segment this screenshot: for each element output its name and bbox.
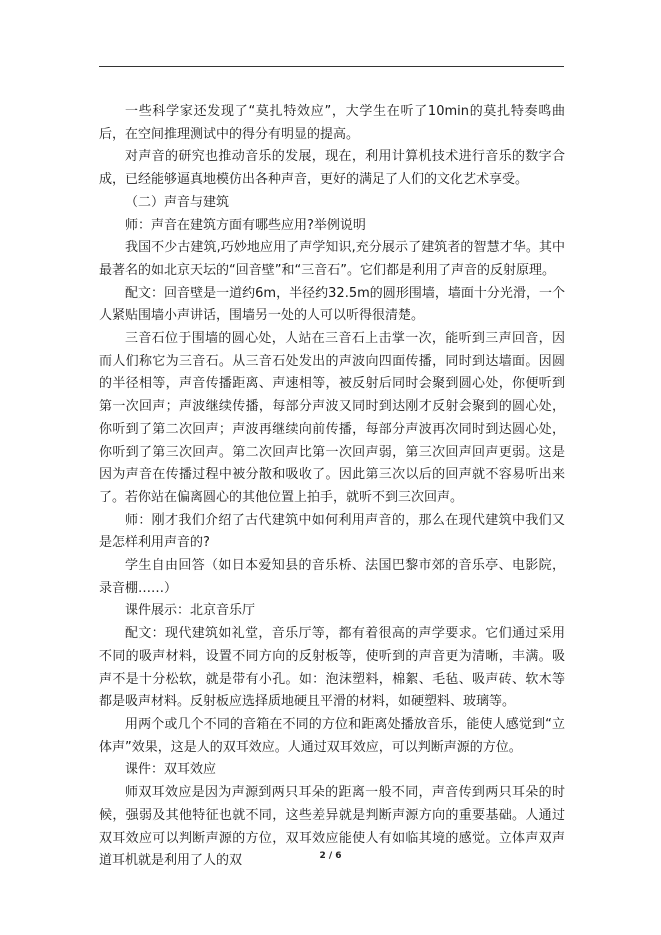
paragraph-digital-synthesis: 对声音的研究也推动音乐的发展，现在，利用计算机技术进行音乐的数字合成，已经能够逼真地模仿出各种声音，更好的满足了人们的文化艺术享受。 [99, 149, 565, 188]
paragraph-echo-wall: 配文：回音壁是一道约6m，半径约32.5m的圆形围墙，墙面十分光滑，一个人紧贴围墙小声讲话，围墙另一处的人可以听得很清楚。 [99, 285, 565, 324]
paragraph-mozart-effect: 一些科学家还发现了“莫扎特效应”，大学生在听了10min的莫扎特奏鸣曲后，在空间推理测试中的得分有明显的提高。 [99, 104, 565, 142]
paragraph-ancient-architecture: 我国不少古建筑,巧妙地应用了声学知识,充分展示了建筑者的智慧才华。其中最著名的如北京天坛的“回音壁”和“三音石”。它们都是利用了声音的反射原理。 [99, 240, 565, 278]
body-text [99, 101, 565, 873]
paragraph-courseware-concert-hall: 课件展示：北京音乐厅 [125, 603, 256, 619]
paragraph-teacher-question: 师：声音在建筑方面有哪些应用?举例说明 [125, 217, 366, 233]
page-number: 2 / 6 [319, 851, 342, 861]
paragraph-modern-acoustics: 配文：现代建筑如礼堂，音乐厅等，都有着很高的声学要求。它们通过采用不同的吸声材料，设置不同方向的反射板等，使听到的声音更为清晰，丰满。吸声不是十分松软，就是带有小孔。如：泡沫塑料，棉絮、毛毡、吸声砖、软木等都是吸声材料。反射板应选择质地硬且平滑的材料，如硬塑料、玻璃等。 [99, 626, 565, 710]
paragraph-stereo: 用两个或几个不同的音箱在不同的方位和距离处播放音乐，能使人感觉到“立体声”效果，这是人的双耳效应。人通过双耳效应，可以判断声源的方位。 [99, 716, 565, 755]
paragraph-courseware-binaural: 课件：双耳效应 [125, 762, 217, 778]
paragraph-student-answer: 学生自由回答（如日本爱知县的音乐桥、法国巴黎市郊的音乐亭、电影院，录音棚……） [99, 558, 565, 596]
section-heading-sound-architecture: （二）声音与建筑 [125, 194, 230, 210]
paragraph-binaural-effect: 师双耳效应是因为声源到两只耳朵的距离一般不同，声音传到两只耳朵的时候，强弱及其他特征也就不同，这些差异就是判断声源方向的重要基础。人通过双耳效应可以判断声源的方位，双耳效应能使人有如临其境的感觉。立体声双声道耳机就是利用了人的双 [99, 785, 565, 869]
header-rule [99, 66, 564, 67]
paragraph-three-echo-stone: 三音石位于围墙的圆心处，人站在三音石上击掌一次，能听到三声回音，因而人们称它为三音石。从三音石处发出的声波向四面传播，同时到达墙面。因圆的半径相等，声音传播距离、声速相等，被反射后同时会聚到圆心处，你便听到第一次回声；声波继续传播，每部分声波又同时到达刚才反射会聚到的圆心处，你听到了第二次回声；声波再继续向前传播，每部分声波再次同时到达圆心处，你听到了第三次回声。第二次回声比第一次回声弱，第三次回声回声更弱。这是因为声音在传播过程中被分散和吸收了。因此第三次以后的回声就不容易听出来了。若你站在偏离圆心的其他位置上拍手，就听不到三次回声。 [99, 331, 565, 505]
paragraph-modern-question: 师：刚才我们介绍了古代建筑中如何利用声音的，那么在现代建筑中我们又是怎样利用声音的? [99, 512, 565, 551]
